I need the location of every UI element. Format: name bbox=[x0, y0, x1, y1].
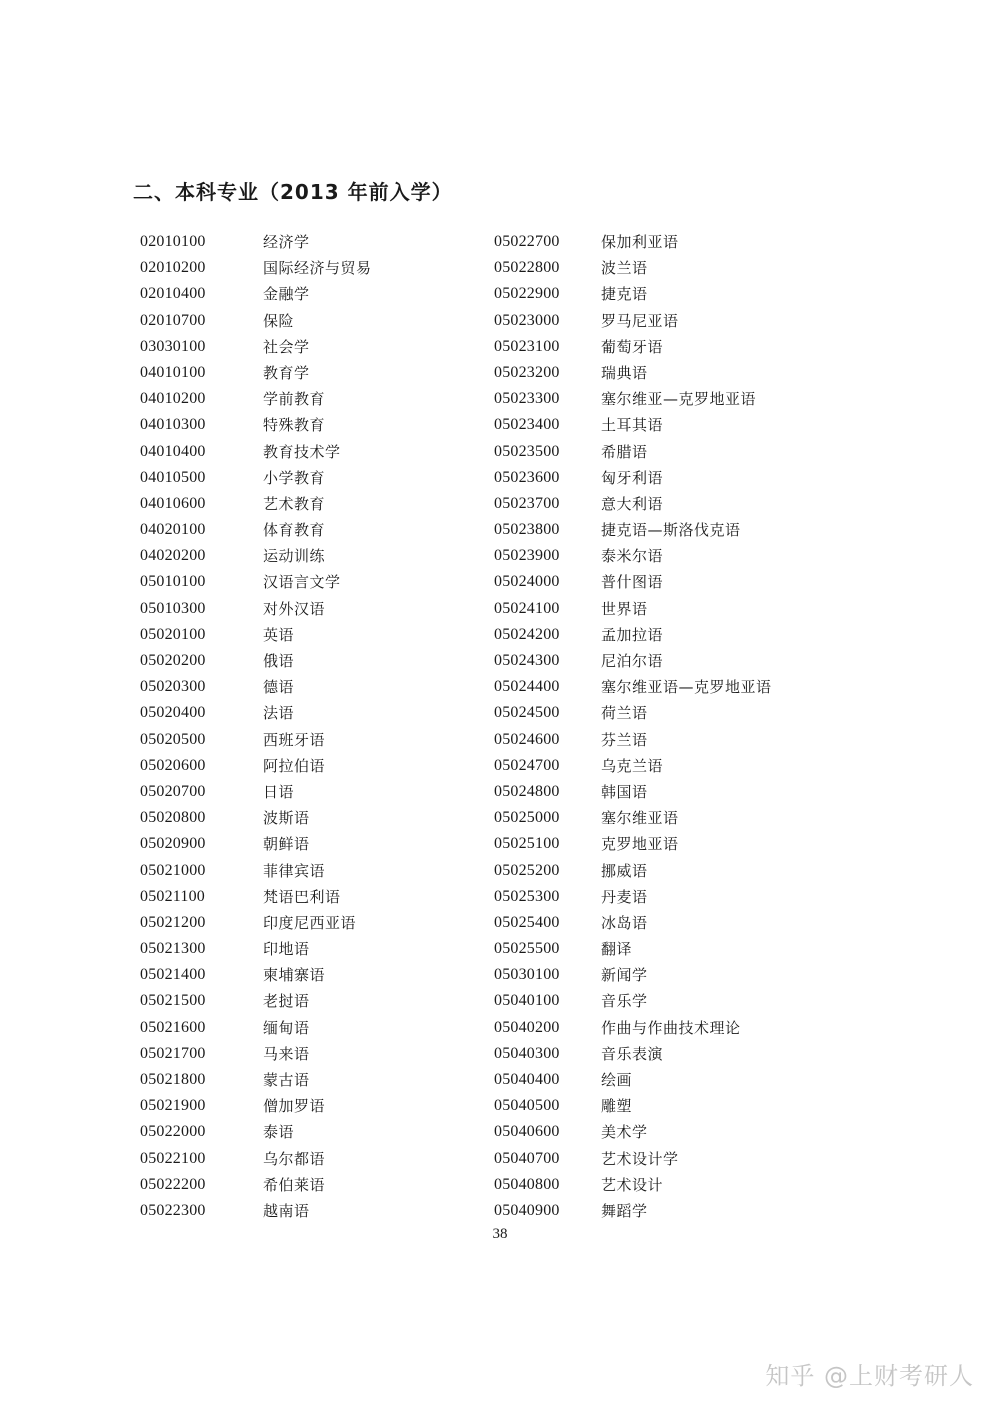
major-name: 西班牙语 bbox=[263, 730, 326, 749]
major-code: 04010400 bbox=[140, 442, 206, 460]
major-row bbox=[494, 569, 772, 595]
major-name: 小学教育 bbox=[263, 468, 326, 487]
major-name: 芬兰语 bbox=[601, 730, 648, 749]
major-name: 世界语 bbox=[601, 599, 648, 618]
major-code: 04010100 bbox=[140, 363, 206, 381]
major-code: 04020200 bbox=[140, 547, 206, 565]
major-name: 塞尔维亚语—克罗地亚语 bbox=[601, 678, 772, 697]
major-row bbox=[494, 805, 772, 831]
major-row bbox=[494, 412, 772, 438]
major-code: 05024800 bbox=[494, 782, 560, 800]
major-row bbox=[494, 491, 772, 517]
major-name: 阿拉伯语 bbox=[263, 756, 326, 775]
major-row bbox=[494, 700, 772, 726]
page-number: 38 bbox=[492, 1226, 508, 1242]
major-name: 克罗地亚语 bbox=[601, 835, 679, 854]
major-name: 艺术设计 bbox=[601, 1175, 664, 1194]
major-code: 05021600 bbox=[140, 1018, 206, 1036]
major-row bbox=[140, 1041, 372, 1067]
major-code: 05021900 bbox=[140, 1097, 206, 1115]
major-code: 05040700 bbox=[494, 1149, 560, 1167]
major-row bbox=[140, 674, 372, 700]
major-name: 梵语巴利语 bbox=[263, 887, 341, 906]
major-code: 05021700 bbox=[140, 1044, 206, 1062]
major-row bbox=[140, 884, 372, 910]
major-name: 捷克语—斯洛伐克语 bbox=[601, 521, 741, 540]
major-code: 05040900 bbox=[494, 1201, 560, 1219]
major-code: 05020300 bbox=[140, 678, 206, 696]
major-name: 瑞典语 bbox=[601, 363, 648, 382]
major-name: 缅甸语 bbox=[263, 1018, 310, 1037]
major-row bbox=[140, 936, 372, 962]
major-code: 05023400 bbox=[494, 416, 560, 434]
major-code: 05024200 bbox=[494, 625, 560, 643]
major-name: 朝鲜语 bbox=[263, 835, 310, 854]
major-row bbox=[494, 308, 772, 334]
major-code: 05022900 bbox=[494, 285, 560, 303]
major-name: 日语 bbox=[263, 782, 295, 801]
major-row bbox=[140, 1093, 372, 1119]
major-name: 艺术教育 bbox=[263, 494, 326, 513]
major-name: 韩国语 bbox=[601, 782, 648, 801]
major-name: 马来语 bbox=[263, 1044, 310, 1063]
major-row bbox=[140, 727, 372, 753]
major-name: 运动训练 bbox=[263, 547, 326, 566]
major-code: 05023300 bbox=[494, 390, 560, 408]
major-row bbox=[140, 596, 372, 622]
major-row bbox=[140, 779, 372, 805]
major-code: 05022100 bbox=[140, 1149, 206, 1167]
major-name: 保加利亚语 bbox=[601, 233, 679, 251]
major-name: 绘画 bbox=[601, 1071, 633, 1089]
major-code: 05022700 bbox=[494, 233, 560, 250]
major-row bbox=[140, 1067, 372, 1093]
major-name: 塞尔维亚—克罗地亚语 bbox=[601, 390, 757, 409]
major-name: 法语 bbox=[263, 704, 295, 723]
major-code: 05010300 bbox=[140, 599, 206, 617]
major-row bbox=[140, 858, 372, 884]
major-code: 05025000 bbox=[494, 809, 560, 827]
major-code: 05023200 bbox=[494, 363, 560, 381]
major-row bbox=[140, 831, 372, 857]
major-row bbox=[140, 1172, 372, 1198]
major-name: 国际经济与贸易 bbox=[263, 259, 372, 278]
major-name: 挪威语 bbox=[601, 861, 648, 880]
major-code: 05020400 bbox=[140, 704, 206, 722]
major-name: 老挝语 bbox=[263, 992, 310, 1011]
major-code: 05024600 bbox=[494, 730, 560, 748]
major-code: 05040300 bbox=[494, 1044, 560, 1062]
major-code: 05021800 bbox=[140, 1071, 206, 1088]
major-code: 05020800 bbox=[140, 809, 206, 827]
major-code: 05025100 bbox=[494, 835, 560, 853]
major-name: 菲律宾语 bbox=[263, 861, 326, 880]
major-row bbox=[494, 831, 772, 857]
major-code: 04020100 bbox=[140, 521, 206, 539]
major-code: 05024100 bbox=[494, 599, 560, 617]
major-row bbox=[140, 439, 372, 465]
major-name: 乌克兰语 bbox=[601, 756, 664, 775]
major-name: 波斯语 bbox=[263, 809, 310, 828]
major-name: 意大利语 bbox=[601, 494, 664, 513]
major-name: 英语 bbox=[263, 625, 295, 644]
major-name: 印度尼西亚语 bbox=[263, 913, 357, 932]
major-row bbox=[494, 465, 772, 491]
major-row bbox=[140, 648, 372, 674]
major-row bbox=[494, 1198, 772, 1224]
major-row bbox=[140, 1119, 372, 1145]
major-name: 社会学 bbox=[263, 337, 310, 356]
major-name: 普什图语 bbox=[601, 573, 664, 592]
major-row bbox=[494, 334, 772, 360]
major-name: 匈牙利语 bbox=[601, 468, 664, 487]
major-row bbox=[140, 517, 372, 543]
major-name: 希腊语 bbox=[601, 442, 648, 461]
major-code: 03030100 bbox=[140, 337, 206, 355]
major-row bbox=[494, 753, 772, 779]
major-code: 05020500 bbox=[140, 730, 206, 748]
major-name: 保险 bbox=[263, 311, 295, 330]
major-name: 塞尔维亚语 bbox=[601, 809, 679, 828]
major-name: 尼泊尔语 bbox=[601, 652, 664, 670]
major-code: 05010100 bbox=[140, 573, 206, 591]
major-row bbox=[140, 543, 372, 569]
major-row bbox=[494, 386, 772, 412]
major-row bbox=[140, 334, 372, 360]
major-name: 越南语 bbox=[263, 1201, 310, 1220]
major-name: 丹麦语 bbox=[601, 887, 648, 906]
major-name: 教育学 bbox=[263, 363, 310, 382]
major-code: 05021400 bbox=[140, 966, 206, 984]
major-name: 荷兰语 bbox=[601, 704, 648, 723]
major-code: 05025400 bbox=[494, 913, 560, 931]
major-name: 泰米尔语 bbox=[601, 547, 664, 566]
major-row bbox=[494, 596, 772, 622]
section-title: 二、本科专业（2013 年前入学） bbox=[133, 180, 453, 204]
major-code: 05020900 bbox=[140, 835, 206, 853]
major-row bbox=[140, 753, 372, 779]
major-code: 02010100 bbox=[140, 233, 206, 250]
major-name: 印地语 bbox=[263, 940, 310, 959]
major-code: 05030100 bbox=[494, 966, 560, 984]
major-name: 音乐学 bbox=[601, 992, 648, 1011]
left-major-list bbox=[140, 229, 372, 1224]
major-name: 乌尔都语 bbox=[263, 1149, 326, 1168]
major-row bbox=[140, 386, 372, 412]
major-name: 柬埔寨语 bbox=[263, 966, 326, 985]
major-name: 捷克语 bbox=[601, 285, 648, 304]
major-code: 05024300 bbox=[494, 652, 560, 669]
major-name: 学前教育 bbox=[263, 390, 326, 409]
major-code: 05022300 bbox=[140, 1201, 206, 1219]
major-row bbox=[140, 700, 372, 726]
major-row bbox=[140, 308, 372, 334]
major-row bbox=[140, 910, 372, 936]
major-name: 对外汉语 bbox=[263, 599, 326, 618]
major-code: 05040800 bbox=[494, 1175, 560, 1193]
major-name: 经济学 bbox=[263, 233, 310, 251]
major-row bbox=[494, 779, 772, 805]
major-code: 02010700 bbox=[140, 311, 206, 329]
major-row bbox=[494, 517, 772, 543]
major-code: 05023800 bbox=[494, 521, 560, 539]
major-row bbox=[494, 910, 772, 936]
major-code: 05024400 bbox=[494, 678, 560, 696]
major-row bbox=[140, 360, 372, 386]
watermark: 知乎 @上财考研人 bbox=[765, 1362, 974, 1390]
major-code: 05023900 bbox=[494, 547, 560, 565]
major-code: 05024500 bbox=[494, 704, 560, 722]
major-row bbox=[140, 1146, 372, 1172]
major-row bbox=[140, 962, 372, 988]
major-row bbox=[140, 465, 372, 491]
major-code: 05020700 bbox=[140, 782, 206, 800]
major-code: 05025300 bbox=[494, 887, 560, 905]
major-code: 05023100 bbox=[494, 337, 560, 355]
major-row bbox=[140, 1015, 372, 1041]
major-code: 05040200 bbox=[494, 1018, 560, 1036]
major-code: 02010200 bbox=[140, 259, 206, 277]
major-code: 04010300 bbox=[140, 416, 206, 434]
major-code: 05040600 bbox=[494, 1123, 560, 1141]
major-row bbox=[140, 988, 372, 1014]
major-row bbox=[494, 988, 772, 1014]
major-code: 04010200 bbox=[140, 390, 206, 408]
major-name: 艺术设计学 bbox=[601, 1149, 679, 1168]
major-name: 波兰语 bbox=[601, 259, 648, 278]
major-code: 05040500 bbox=[494, 1097, 560, 1115]
major-row bbox=[140, 622, 372, 648]
major-code: 05022800 bbox=[494, 259, 560, 277]
major-code: 05021300 bbox=[140, 940, 206, 958]
major-name: 作曲与作曲技术理论 bbox=[601, 1018, 741, 1037]
major-name: 翻译 bbox=[601, 940, 633, 959]
major-code: 05021000 bbox=[140, 861, 206, 879]
major-name: 汉语言文学 bbox=[263, 573, 341, 592]
major-code: 05023600 bbox=[494, 468, 560, 486]
major-row bbox=[494, 884, 772, 910]
major-code: 05025500 bbox=[494, 940, 560, 958]
major-code: 05022200 bbox=[140, 1175, 206, 1193]
major-name: 土耳其语 bbox=[601, 416, 664, 435]
major-code: 05020200 bbox=[140, 652, 206, 669]
major-name: 蒙古语 bbox=[263, 1071, 310, 1089]
major-name: 舞蹈学 bbox=[601, 1201, 648, 1220]
major-row bbox=[494, 1146, 772, 1172]
major-row bbox=[140, 1198, 372, 1224]
major-code: 05020600 bbox=[140, 756, 206, 774]
major-row bbox=[494, 727, 772, 753]
major-row bbox=[140, 491, 372, 517]
major-row bbox=[140, 255, 372, 281]
major-row bbox=[494, 1093, 772, 1119]
major-row bbox=[140, 569, 372, 595]
major-row bbox=[494, 674, 772, 700]
major-code: 05020100 bbox=[140, 625, 206, 643]
major-row bbox=[494, 439, 772, 465]
major-code: 05023700 bbox=[494, 494, 560, 512]
major-code: 05022000 bbox=[140, 1123, 206, 1141]
major-code: 05021100 bbox=[140, 887, 206, 905]
major-name: 泰语 bbox=[263, 1123, 295, 1142]
major-name: 雕塑 bbox=[601, 1097, 633, 1116]
major-row bbox=[140, 805, 372, 831]
major-code: 05025200 bbox=[494, 861, 560, 879]
major-row bbox=[494, 543, 772, 569]
major-code: 05023500 bbox=[494, 442, 560, 460]
major-name: 音乐表演 bbox=[601, 1044, 664, 1063]
major-code: 05021200 bbox=[140, 913, 206, 931]
major-row bbox=[494, 962, 772, 988]
major-row bbox=[494, 858, 772, 884]
major-name: 教育技术学 bbox=[263, 442, 341, 461]
major-code: 04010500 bbox=[140, 468, 206, 486]
major-name: 德语 bbox=[263, 678, 295, 697]
major-row bbox=[494, 229, 772, 255]
major-row bbox=[494, 648, 772, 674]
major-name: 冰岛语 bbox=[601, 913, 648, 932]
major-row bbox=[140, 412, 372, 438]
major-name: 僧加罗语 bbox=[263, 1097, 326, 1116]
major-row bbox=[494, 936, 772, 962]
major-name: 希伯莱语 bbox=[263, 1175, 326, 1194]
major-row bbox=[494, 1015, 772, 1041]
major-row bbox=[140, 281, 372, 307]
major-row bbox=[494, 1172, 772, 1198]
major-code: 05021500 bbox=[140, 992, 206, 1010]
major-code: 05023000 bbox=[494, 311, 560, 329]
major-name: 葡萄牙语 bbox=[601, 337, 664, 356]
major-name: 特殊教育 bbox=[263, 416, 326, 435]
major-name: 美术学 bbox=[601, 1123, 648, 1142]
major-name: 罗马尼亚语 bbox=[601, 311, 679, 330]
major-code: 05024700 bbox=[494, 756, 560, 774]
major-row bbox=[140, 229, 372, 255]
major-name: 孟加拉语 bbox=[601, 625, 664, 644]
major-code: 04010600 bbox=[140, 494, 206, 512]
major-code: 05040400 bbox=[494, 1071, 560, 1088]
major-code: 05040100 bbox=[494, 992, 560, 1010]
right-major-list bbox=[494, 229, 772, 1224]
major-name: 体育教育 bbox=[263, 521, 326, 540]
major-row bbox=[494, 360, 772, 386]
major-row bbox=[494, 255, 772, 281]
major-code: 02010400 bbox=[140, 285, 206, 303]
major-code: 05024000 bbox=[494, 573, 560, 591]
major-row bbox=[494, 1041, 772, 1067]
major-name: 新闻学 bbox=[601, 966, 648, 985]
major-name: 金融学 bbox=[263, 285, 310, 304]
major-row bbox=[494, 1067, 772, 1093]
major-name: 俄语 bbox=[263, 652, 295, 670]
major-row bbox=[494, 281, 772, 307]
major-row bbox=[494, 622, 772, 648]
major-row bbox=[494, 1119, 772, 1145]
